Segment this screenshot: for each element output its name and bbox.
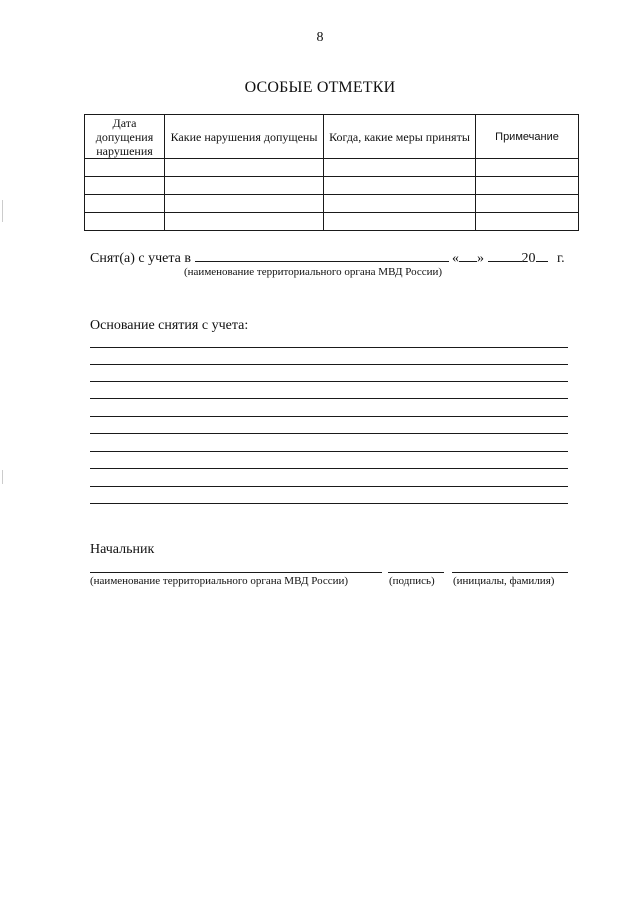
violations-table [84,114,579,231]
table-cell [165,177,324,195]
year-field[interactable] [536,249,548,262]
org-name-field[interactable] [195,249,449,262]
basis-line[interactable] [90,451,568,452]
table-row [85,213,579,231]
day-field[interactable] [459,249,477,262]
year-prefix: 20 [521,251,536,266]
basis-label: Основание снятия с учета: [90,318,249,333]
page-number: 8 [316,30,324,45]
table-cell [85,195,165,213]
table-cell [324,177,476,195]
removal-label: Снят(а) с учета в [90,251,192,266]
column-header-violations: Какие нарушения допущены [165,115,324,159]
column-header-measures: Когда, какие меры приняты [324,115,476,159]
table-row [85,159,579,177]
document-title: ОСОБЫЕ ОТМЕТКИ [244,79,396,96]
chief-org-field[interactable] [90,572,382,573]
basis-line[interactable] [90,381,568,382]
table-row [85,177,579,195]
table-cell [85,159,165,177]
table-cell [476,177,579,195]
margin-scan-mark [2,470,3,484]
table-cell [476,213,579,231]
chief-label: Начальник [90,542,155,557]
quote-close: » [477,251,485,266]
basis-line[interactable] [90,416,568,417]
removal-line [90,249,572,267]
table-cell [324,195,476,213]
basis-line[interactable] [90,364,568,365]
table-cell [324,213,476,231]
basis-line[interactable] [90,347,568,348]
chief-name-field[interactable] [452,572,568,573]
name-caption: (инициалы, фамилия) [453,575,555,587]
table-cell [85,213,165,231]
column-header-note: Примечание [476,115,579,159]
chief-org-caption: (наименование территориального органа МВД России) [90,575,349,587]
table-cell [324,159,476,177]
signature-caption: (подпись) [389,575,435,587]
basis-line[interactable] [90,468,568,469]
column-header-date: Дата допущения нарушения [85,115,165,159]
quote-open: « [452,251,460,266]
month-field[interactable] [488,249,522,262]
basis-line[interactable] [90,486,568,487]
chief-signature-field[interactable] [388,572,444,573]
table-cell [165,159,324,177]
basis-line[interactable] [90,398,568,399]
table-cell [476,195,579,213]
table-row [85,195,579,213]
table-header-row [85,115,579,159]
removal-org-caption: (наименование территориального органа МВД России) [184,266,443,278]
margin-scan-mark [2,200,3,222]
table-cell [85,177,165,195]
basis-line[interactable] [90,503,568,504]
table-cell [165,213,324,231]
table-cell [476,159,579,177]
table-cell [165,195,324,213]
basis-line[interactable] [90,433,568,434]
year-suffix: г. [557,251,565,266]
